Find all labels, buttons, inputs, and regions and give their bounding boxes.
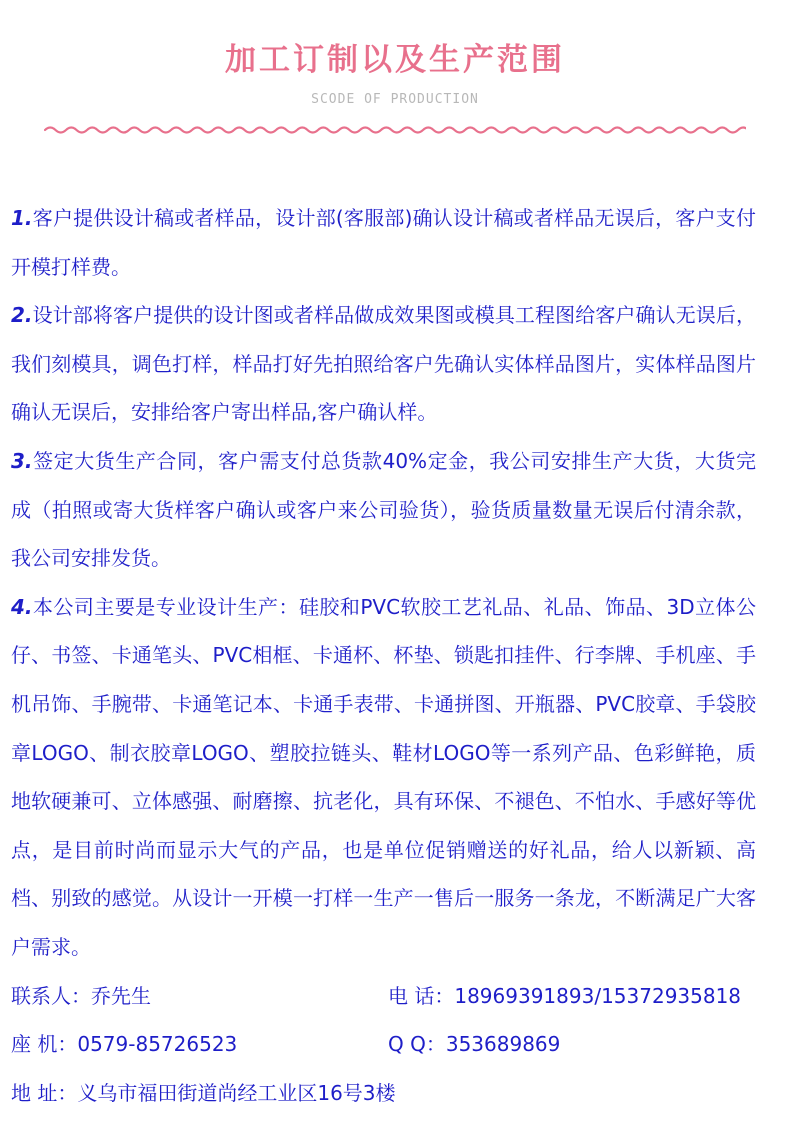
contact-landline: 座 机：0579-85726523 — [11, 1032, 238, 1057]
contact-qq: Q Q：353689869 — [388, 1032, 561, 1057]
list-item-1 — [11, 194, 756, 291]
item-text: 设计部将客户提供的设计图或者样品做成效果图或模具工程图给客户确认无误后，我们刻模具，调色打样，样品打好先拍照给客户先确认实体样品图片，实体样品图片确认无误后，安排给客户寄出样品,客户确认样。 — [11, 303, 756, 425]
item-text: 客户提供设计稿或者样品，设计部(客服部)确认设计稿或者样品无误后，客户支付开模打样费。 — [11, 206, 756, 279]
item-number: 3. — [11, 448, 33, 473]
item-text: 本公司主要是专业设计生产：硅胶和PVC软胶工艺礼品、礼品、饰品、3D立体公仔、书签、卡通笔头、PVC相框、卡通杯、杯垫、锁匙扣挂件、行李牌、手机座、手机吊饰、手腕带、卡通笔记本、卡通手表带、卡通拼图、开瓶器、PVC胶章、手袋胶章LOGO、制衣胶章LOGO、塑胶拉链头、鞋材LOGO等一系列产品、色彩鲜艳，质地软硬兼可、立体感强、耐磨擦、抗老化，具有环保、不褪色、不怕水、手感好等优点，是目前时尚而显示大气的产品，也是单位促销赠送的好礼品，给人以新颖、高档、别致的感觉。从设计一开模一打样一生产一售后一服务一条龙，不断满足广大客户需求。 — [11, 594, 756, 959]
page-subtitle: SCODE OF PRODUCTION — [311, 92, 479, 107]
item-number: 4. — [11, 594, 33, 619]
list-item-2 — [11, 291, 756, 437]
main-content — [11, 194, 756, 1117]
item-number: 2. — [11, 303, 33, 328]
contact-row-2 — [11, 1020, 756, 1069]
item-number: 1. — [11, 206, 33, 230]
item-text: 签定大货生产合同，客户需支付总货款40%定金，我公司安排生产大货，大货完成（拍照或寄大货样客户确认或客户来公司验货），验货质量数量无误后付清余款，我公司安排发货。 — [11, 448, 756, 571]
contact-address: 地 址：义乌市福田街道尚经工业区16号3楼 — [11, 1080, 396, 1105]
contact-phone: 电 话：18969391893/15372935818 — [388, 983, 742, 1008]
contact-person: 联系人：乔先生 — [11, 983, 151, 1008]
wave-divider — [44, 118, 746, 142]
page-title: 加工订制以及生产范围 — [225, 42, 565, 78]
contact-row-1 — [11, 972, 756, 1021]
contact-row-3 — [11, 1069, 756, 1118]
list-item-3 — [11, 437, 756, 583]
list-item-4 — [11, 583, 756, 972]
page-header — [0, 0, 790, 140]
